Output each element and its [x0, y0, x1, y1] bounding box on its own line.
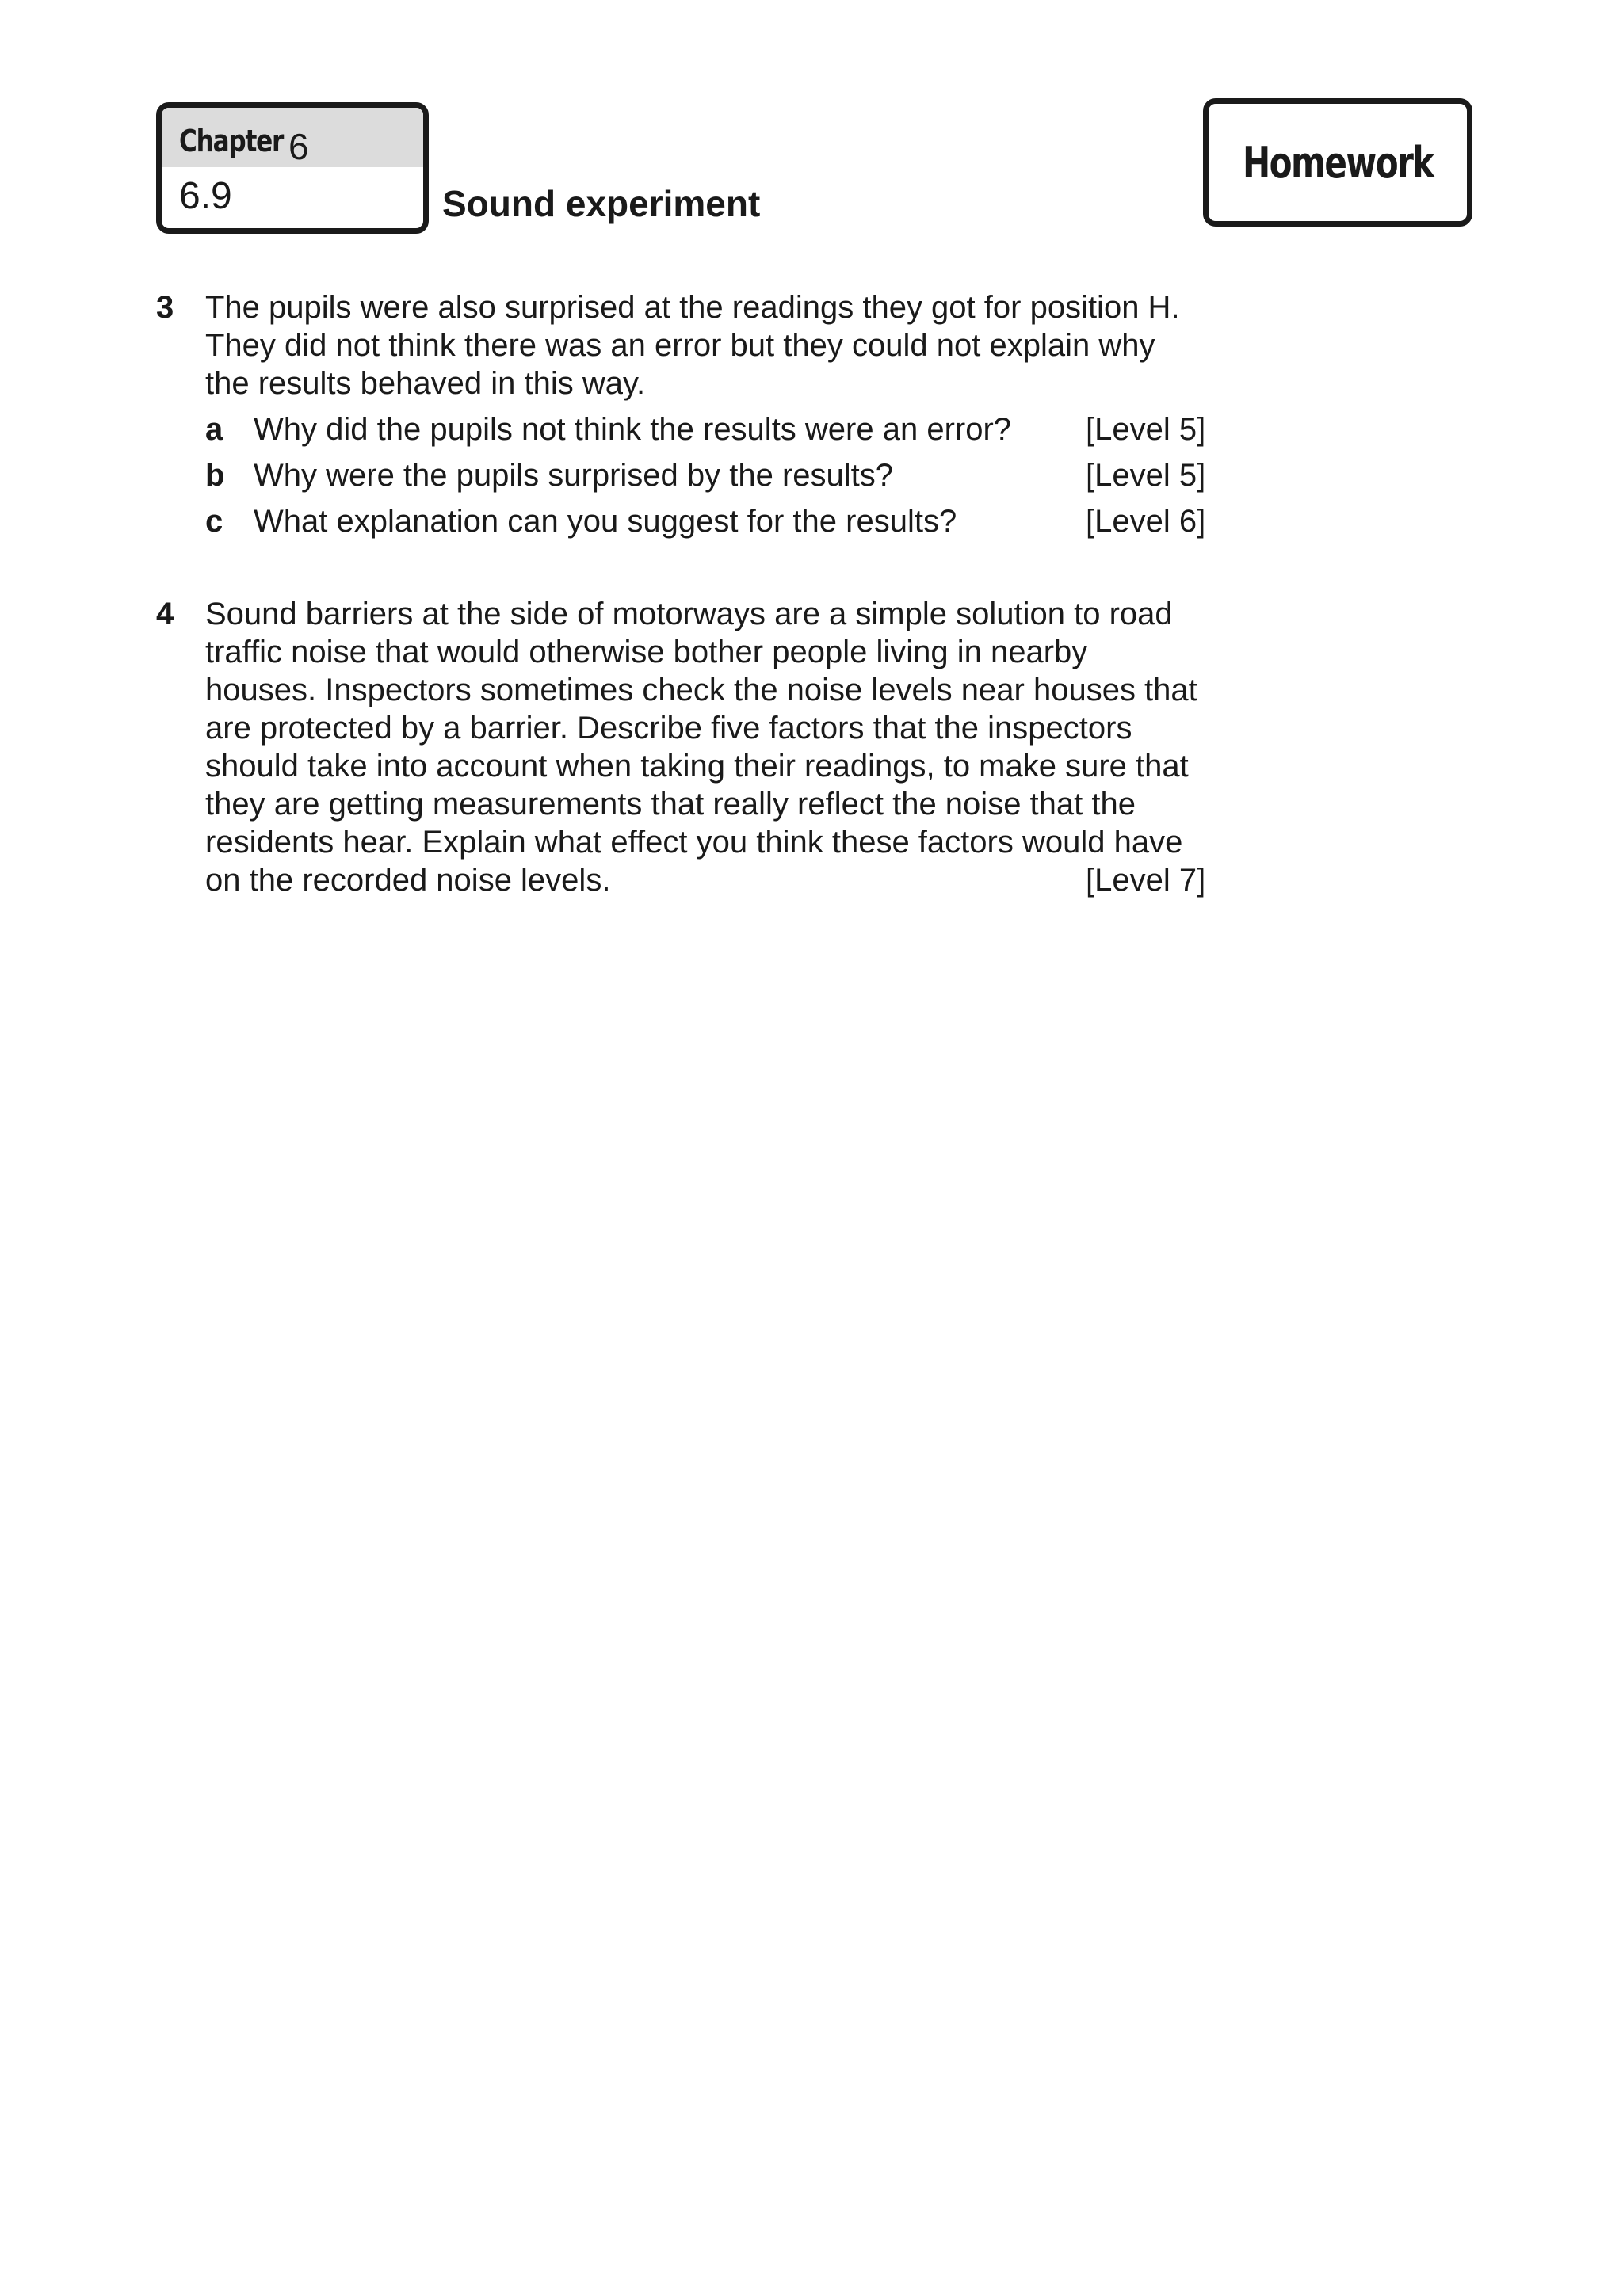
part-letter: a [205, 412, 223, 447]
homework-box [1203, 98, 1472, 227]
question-text-line: they are getting measurements that really reflect the noise that the [205, 787, 1136, 822]
question-text-line: on the recorded noise levels. [205, 863, 611, 898]
page-title: Sound experiment [442, 183, 761, 224]
question-number: 3 [156, 290, 174, 325]
part-text: What explanation can you suggest for the results? [254, 504, 957, 539]
chapter-label: Chapter [179, 124, 284, 158]
section-number: 6.9 [179, 175, 232, 217]
level-marker: [Level 5] [1086, 412, 1206, 447]
part-letter: c [205, 504, 223, 539]
part-text: Why did the pupils not think the results were an error? [254, 412, 1012, 447]
question-text-line: The pupils were also surprised at the readings they got for position H. [205, 290, 1180, 325]
part-letter: b [205, 458, 225, 493]
question-text-line: are protected by a barrier. Describe five factors that the inspectors [205, 711, 1132, 746]
level-marker: [Level 7] [1086, 863, 1206, 898]
question-text-line: should take into account when taking their readings, to make sure that [205, 749, 1189, 784]
question-text-line: houses. Inspectors sometimes check the noise levels near houses that [205, 673, 1197, 707]
question-text-line: residents hear. Explain what effect you think these factors would have [205, 825, 1183, 860]
question-text-line: They did not think there was an error but they could not explain why [205, 328, 1155, 363]
part-text: Why were the pupils surprised by the results? [254, 458, 894, 493]
level-marker: [Level 5] [1086, 458, 1206, 493]
homework-label: Homework [1242, 137, 1434, 188]
question-text-line: the results behaved in this way. [205, 366, 646, 401]
level-marker: [Level 6] [1086, 504, 1206, 539]
question-number: 4 [156, 597, 174, 631]
question-text-line: Sound barriers at the side of motorways are a simple solution to road [205, 597, 1173, 631]
chapter-number: 6 [288, 126, 309, 167]
question-text-line: traffic noise that would otherwise bother people living in nearby [205, 635, 1088, 669]
chapter-box [156, 102, 429, 234]
